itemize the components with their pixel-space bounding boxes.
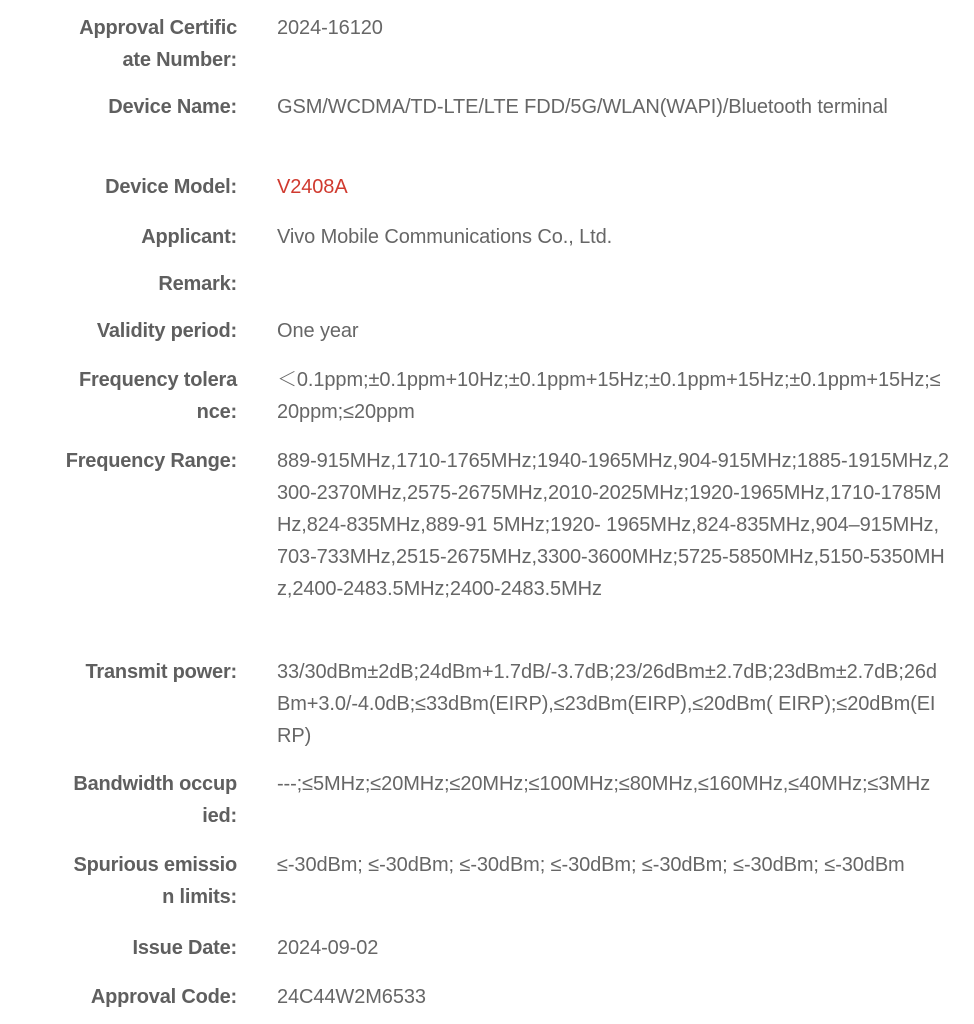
label-line: Bandwidth occup — [73, 773, 237, 795]
row-bandwidth-occupied — [0, 768, 974, 832]
row-remark — [0, 268, 974, 300]
label-approval-code: Approval Code: — [90, 986, 237, 1008]
row-approval-code — [0, 981, 974, 1013]
value-approval-code: 24C44W2M6533 — [277, 986, 426, 1008]
row-applicant — [0, 221, 974, 253]
label-line: Frequency tolera — [79, 369, 237, 391]
label-line: ied: — [202, 805, 237, 827]
row-issue-date — [0, 932, 974, 964]
label-frequency-range: Frequency Range: — [65, 450, 237, 472]
label-frequency-tolerance — [0, 364, 237, 428]
row-validity-period — [0, 315, 974, 347]
label-bandwidth-occupied — [0, 768, 237, 832]
label-device-model: Device Model: — [105, 176, 237, 198]
label-line: Approval Certific — [79, 17, 237, 39]
row-transmit-power — [0, 656, 974, 752]
value-applicant: Vivo Mobile Communications Co., Ltd. — [277, 226, 613, 248]
value-validity-period: One year — [277, 320, 359, 342]
value-device-name: GSM/WCDMA/TD-LTE/LTE FDD/5G/WLAN(WAPI)/Bluetooth terminal — [277, 96, 888, 118]
value-issue-date: 2024-09-02 — [277, 937, 379, 959]
label-applicant: Applicant: — [141, 226, 237, 248]
label-validity-period: Validity period: — [96, 320, 237, 342]
value-approval-certificate-number: 2024-16120 — [277, 17, 383, 39]
value-bandwidth-occupied: ---;≤5MHz;≤20MHz;≤20MHz;≤100MHz;≤80MHz,≤160MHz,≤40MHz;≤3MHz — [277, 773, 931, 795]
label-line: Spurious emissio — [73, 854, 237, 876]
value-transmit-power: 33/30dBm±2dB;24dBm+1.7dB/-3.7dB;23/26dBm±2.7dB;23dBm±2.7dB;26dBm+3.0/-4.0dB;≤33dBm(EIRP),≤23dBm(EIRP),≤20dBm( EIRP);≤20dBm(EIRP) — [277, 661, 937, 747]
label-device-name: Device Name: — [108, 96, 237, 118]
row-approval-certificate-number — [0, 12, 974, 76]
value-spurious-emission-limits: ≤-30dBm; ≤-30dBm; ≤-30dBm; ≤-30dBm; ≤-30dBm; ≤-30dBm; ≤-30dBm — [277, 854, 905, 876]
value-remark — [277, 268, 949, 300]
row-device-model — [0, 171, 974, 203]
label-remark: Remark: — [158, 273, 237, 295]
label-issue-date: Issue Date: — [132, 937, 237, 959]
value-frequency-tolerance: ＜0.1ppm;±0.1ppm+10Hz;±0.1ppm+15Hz;±0.1ppm+15Hz;±0.1ppm+15Hz;≤20ppm;≤20ppm — [277, 369, 941, 423]
value-device-model: V2408A — [277, 176, 348, 198]
label-line: n limits: — [162, 886, 237, 908]
row-device-name — [0, 91, 974, 123]
label-spurious-emission-limits — [0, 849, 237, 913]
value-frequency-range: 889-915MHz,1710-1765MHz;1940-1965MHz,904-915MHz;1885-1915MHz,2300-2370MHz,2575-2675MHz,2010-2025MHz;1920-1965MHz,1710-1785MHz,824-835MHz,889-91 5MHz;1920- 1965MHz,824-835MHz,904–915MHz,703-733MHz,2515-2675MHz,3300-3600MHz;5725-5850MHz,5150-5350MHz,2400-2483.5MHz;2400-2483.5MHz — [277, 450, 949, 600]
label-line: ate Number: — [122, 49, 237, 71]
row-spurious-emission-limits — [0, 849, 974, 913]
label-line: nce: — [196, 401, 237, 423]
row-frequency-range — [0, 445, 974, 605]
label-approval-certificate-number — [0, 12, 237, 76]
row-frequency-tolerance — [0, 364, 974, 428]
label-transmit-power: Transmit power: — [85, 661, 237, 683]
